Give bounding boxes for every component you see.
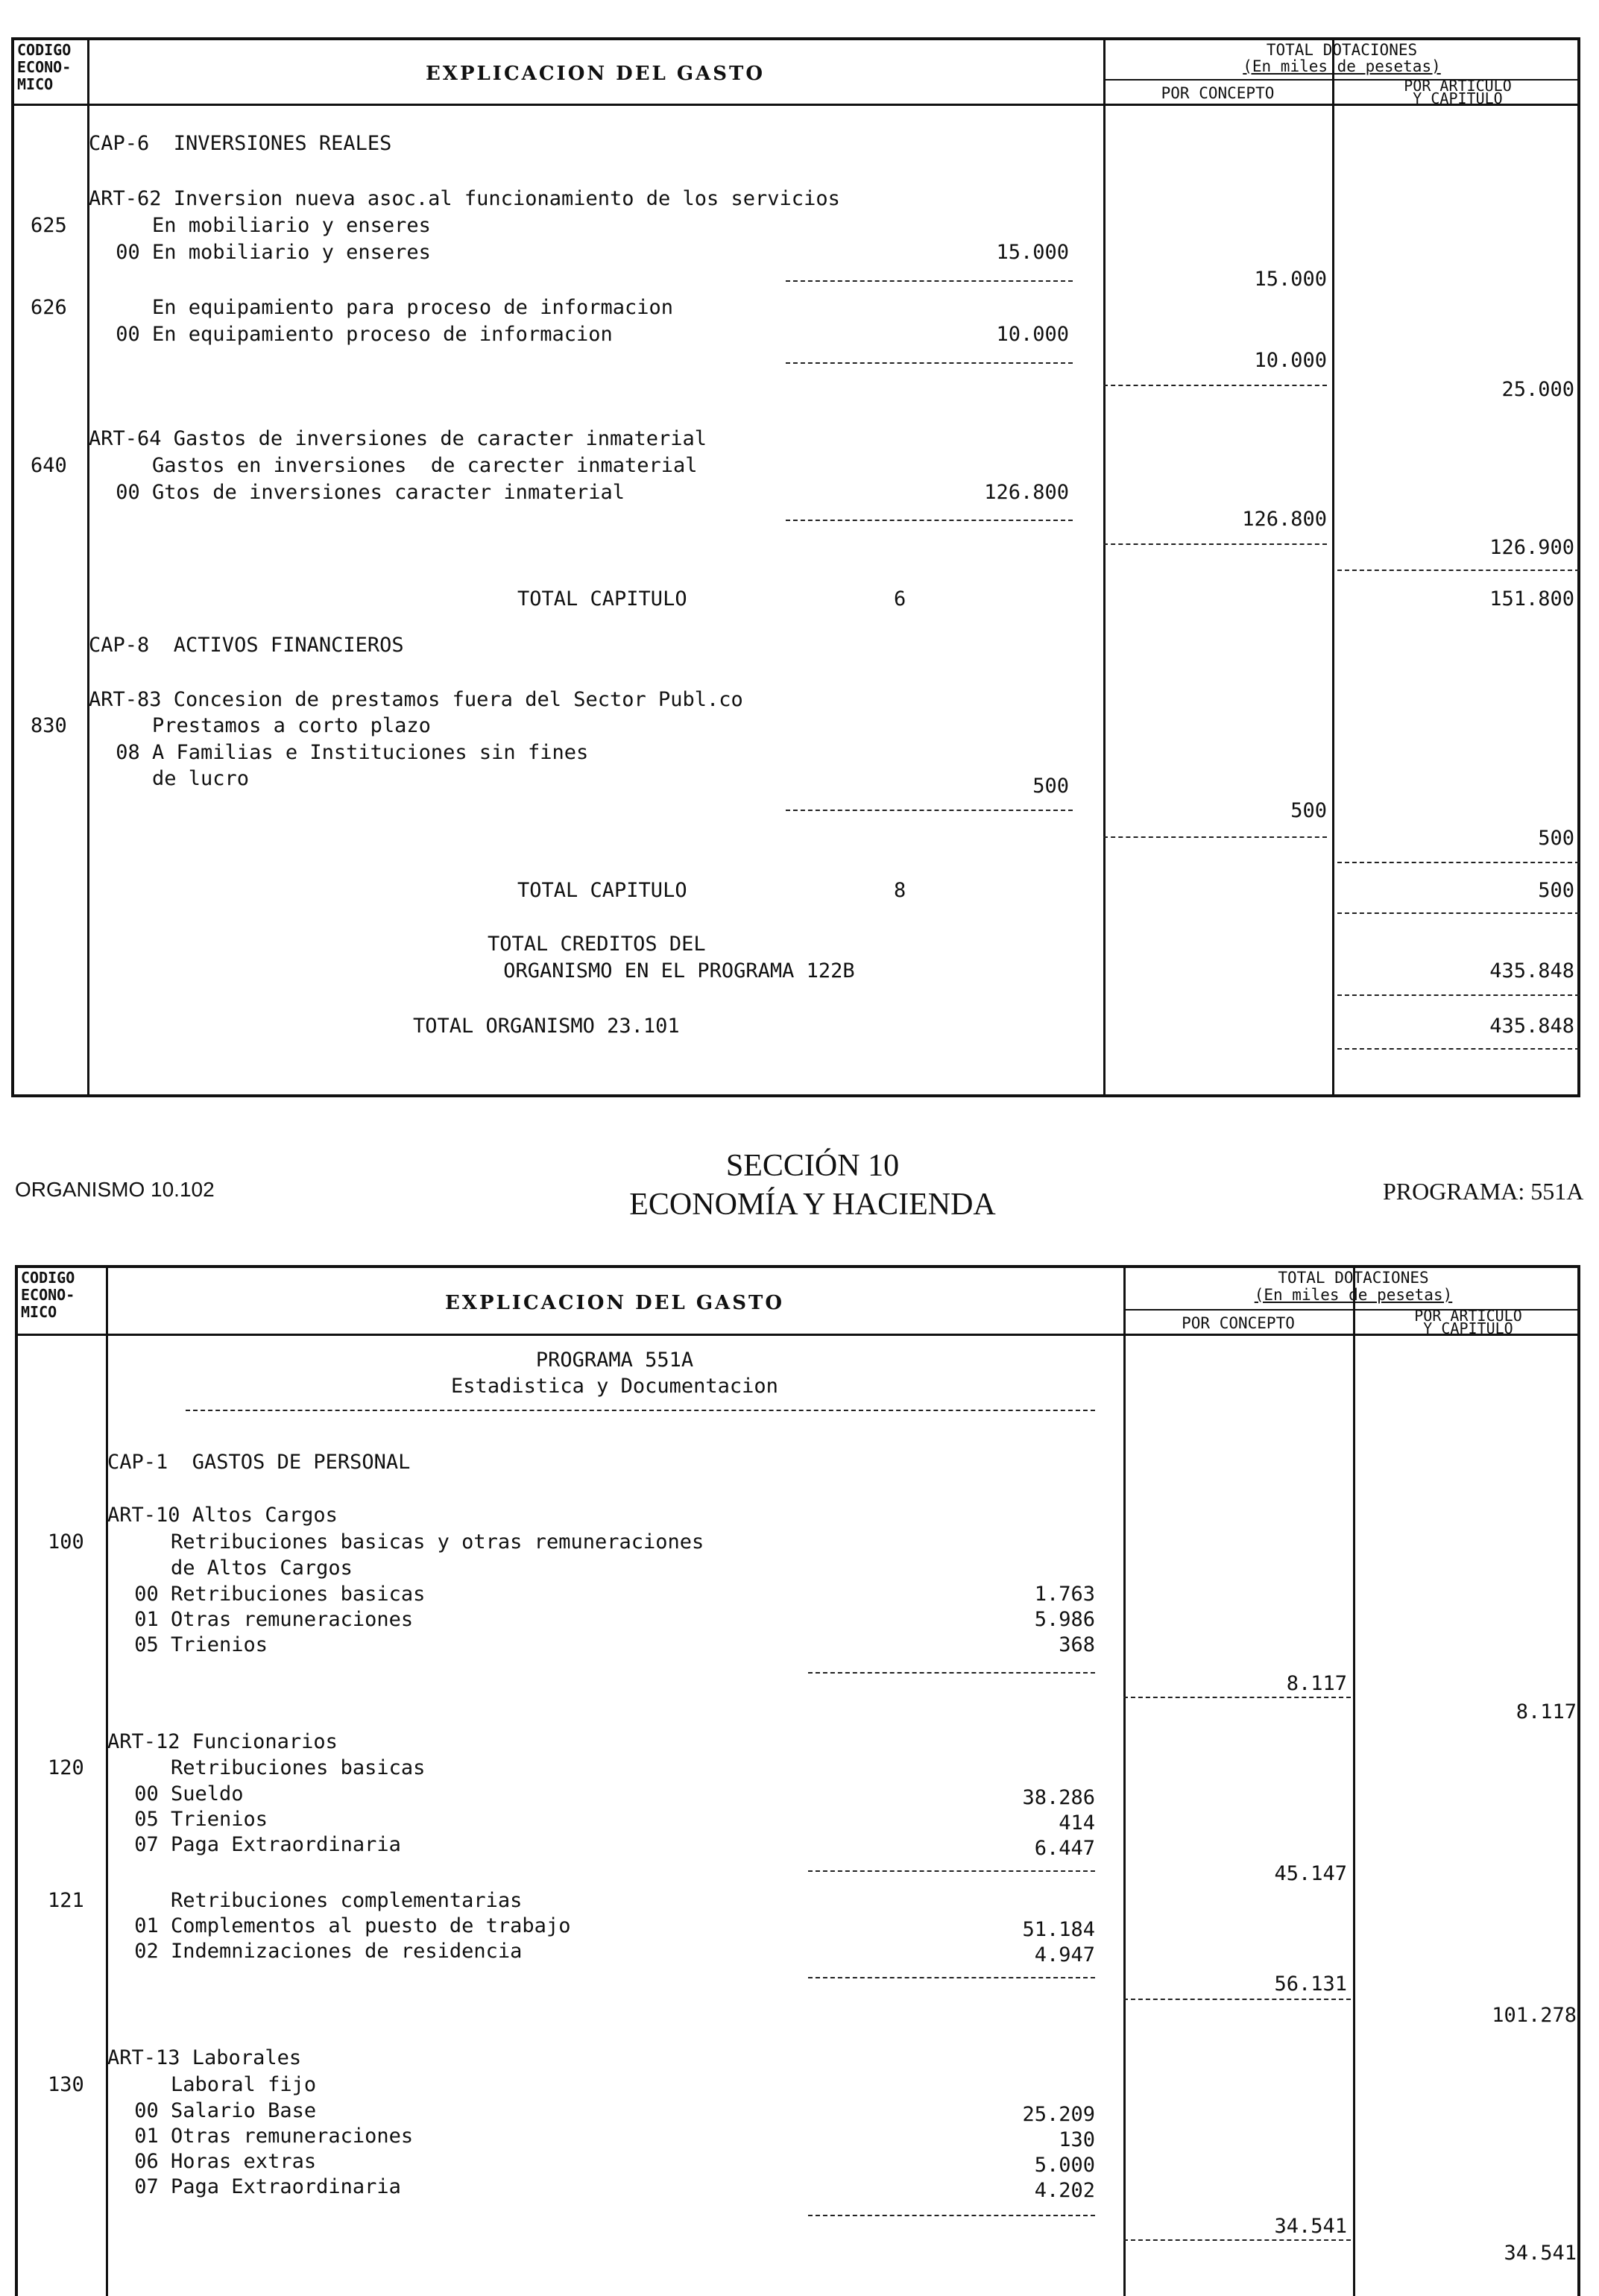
concept-line: Prestamos a corto plazo xyxy=(104,714,431,737)
ministerio-title: ECONOMÍA Y HACIENDA xyxy=(629,1188,996,1222)
program-subtitle: Estadistica y Documentacion xyxy=(451,1375,778,1398)
code-header xyxy=(17,42,86,93)
article-heading: ART-64 Gastos de inversiones de caracter inmaterial xyxy=(89,427,707,450)
budget-table-top xyxy=(11,37,1580,1097)
por-articulo-line: POR ARTICULO xyxy=(1404,77,1512,95)
concept-line: En mobiliario y enseres xyxy=(104,214,431,237)
code-header-line: CODIGO xyxy=(21,1269,75,1287)
subconcept-line: 08 A Familias e Instituciones sin fines xyxy=(104,741,589,764)
subconcept-line: 05 Trienios xyxy=(122,1633,268,1656)
article-amount: 34.541 xyxy=(1504,2242,1577,2265)
organismo-label: ORGANISMO 10.102 xyxy=(15,1178,215,1201)
dashed-rule xyxy=(808,1672,1095,1674)
dashed-rule xyxy=(1103,385,1327,386)
chapter-total-amount: 151.800 xyxy=(1489,587,1574,611)
seccion-title: SECCIÓN 10 xyxy=(725,1149,900,1183)
subconcept-line: 00 Sueldo xyxy=(122,1782,244,1805)
article-heading: ART-83 Concesion de prestamos fuera del Sector Publ.co xyxy=(89,688,743,711)
code-header-line: CODIGO xyxy=(17,41,72,59)
dashed-rule xyxy=(808,1977,1095,1978)
total-chapter-label: TOTAL CAPITULO xyxy=(517,587,687,611)
total-chapter-label: TOTAL CAPITULO xyxy=(517,879,687,902)
total-creditos-label: TOTAL CREDITOS DEL xyxy=(488,933,706,956)
total-organismo-amount: 435.848 xyxy=(1489,1015,1574,1038)
units-header: (En miles de pesetas) xyxy=(1254,1286,1453,1304)
subconcept-amount: 4.947 xyxy=(1034,1943,1095,1967)
concept-amount: 500 xyxy=(1290,799,1327,822)
dashed-rule xyxy=(186,1410,1095,1411)
por-articulo-line: POR ARTICULO xyxy=(1414,1307,1522,1325)
article-amount: 126.900 xyxy=(1489,536,1574,559)
subconcept-amount: 5.986 xyxy=(1034,1608,1095,1631)
dashed-rule xyxy=(1123,2239,1351,2241)
total-header: TOTAL DOTACIONES xyxy=(1278,1269,1429,1287)
article-heading: ART-62 Inversion nueva asoc.al funcionamiento de los servicios xyxy=(89,187,840,210)
code-header-line: MICO xyxy=(21,1303,57,1321)
economic-code: 120 xyxy=(48,1756,84,1779)
chapter-heading: CAP-8 ACTIVOS FINANCIEROS xyxy=(89,634,404,657)
subconcept-amount: 414 xyxy=(1059,1811,1095,1835)
article-heading: ART-12 Funcionarios xyxy=(107,1730,338,1753)
subconcept-amount: 10.000 xyxy=(996,323,1069,346)
subconcept-line: 06 Horas extras xyxy=(122,2150,317,2173)
subconcept-line: 02 Indemnizaciones de residencia xyxy=(122,1940,523,1963)
y-capitulo-line: Y CAPITULO xyxy=(1423,1319,1513,1337)
dashed-rule xyxy=(1103,543,1327,545)
chapter-heading: CAP-1 GASTOS DE PERSONAL xyxy=(107,1451,411,1474)
y-capitulo-line: Y CAPITULO xyxy=(1413,89,1503,107)
economic-code: 640 xyxy=(31,454,67,477)
total-creditos-label: ORGANISMO EN EL PROGRAMA 122B xyxy=(491,959,855,983)
dashed-rule xyxy=(1337,912,1580,914)
subconcept-amount: 368 xyxy=(1059,1633,1095,1656)
subconcept-amount: 126.800 xyxy=(984,481,1069,504)
economic-code: 626 xyxy=(31,296,67,319)
concept-line: Laboral fijo xyxy=(122,2073,317,2096)
concept-amount: 15.000 xyxy=(1254,268,1327,291)
concept-line: Retribuciones basicas y otras remuneraciones xyxy=(122,1530,704,1554)
subconcept-amount: 6.447 xyxy=(1034,1837,1095,1860)
subconcept-line: 01 Complementos al puesto de trabajo xyxy=(122,1914,571,1937)
column-divider xyxy=(1103,40,1106,1094)
subconcept-line: 00 Gtos de inversiones caracter inmaterial xyxy=(104,481,625,504)
subconcept-amount: 4.202 xyxy=(1034,2179,1095,2202)
por-articulo-header xyxy=(1332,77,1583,107)
subconcept-amount: 1.763 xyxy=(1034,1583,1095,1606)
concept-amount: 126.800 xyxy=(1242,508,1327,531)
subconcept-line: 07 Paga Extraordinaria xyxy=(122,2175,401,2198)
subconcept-line: de lucro xyxy=(104,767,250,790)
explicacion-header: EXPLICACION DEL GASTO xyxy=(444,1292,785,1314)
dashed-rule xyxy=(1337,1048,1580,1050)
economic-code: 625 xyxy=(31,214,67,237)
article-amount: 8.117 xyxy=(1516,1700,1577,1723)
economic-code: 130 xyxy=(48,2073,84,2096)
column-divider xyxy=(1123,1268,1126,2296)
dashed-rule xyxy=(808,2215,1095,2216)
explicacion-header: EXPLICACION DEL GASTO xyxy=(425,63,766,85)
economic-code: 100 xyxy=(48,1530,84,1554)
article-heading: ART-13 Laborales xyxy=(107,2046,302,2069)
dashed-rule xyxy=(786,520,1073,521)
economic-code: 121 xyxy=(48,1889,84,1912)
code-header-line: MICO xyxy=(17,75,54,93)
concept-amount: 34.541 xyxy=(1274,2215,1347,2238)
por-articulo-header xyxy=(1353,1307,1583,1337)
budget-table-bottom xyxy=(15,1265,1580,2296)
subconcept-amount: 51.184 xyxy=(1022,1918,1095,1941)
subconcept-line: 00 Retribuciones basicas xyxy=(122,1583,426,1606)
subconcept-line: 01 Otras remuneraciones xyxy=(122,2125,414,2148)
total-chapter-number: 8 xyxy=(894,879,906,902)
economic-code: 830 xyxy=(31,714,67,737)
dashed-rule xyxy=(1123,1697,1351,1698)
subconcept-line: 00 En equipamiento proceso de informacion xyxy=(104,323,613,346)
column-divider xyxy=(106,1268,108,2296)
code-header xyxy=(21,1270,104,1321)
code-header-line: ECONO- xyxy=(21,1286,75,1304)
subconcept-amount: 130 xyxy=(1059,2128,1095,2151)
concept-line: Retribuciones complementarias xyxy=(122,1889,523,1912)
concept-line: de Altos Cargos xyxy=(122,1557,353,1580)
dashed-rule xyxy=(1337,994,1580,996)
concept-amount: 56.131 xyxy=(1274,1972,1347,1996)
subconcept-line: 05 Trienios xyxy=(122,1808,268,1831)
subconcept-amount: 500 xyxy=(1032,775,1069,798)
total-organismo-label: TOTAL ORGANISMO 23.101 xyxy=(413,1015,680,1038)
dashed-rule xyxy=(1103,836,1327,838)
article-amount: 101.278 xyxy=(1492,2004,1577,2027)
programa-label: PROGRAMA: 551A xyxy=(1383,1178,1584,1205)
concept-amount: 45.147 xyxy=(1274,1862,1347,1885)
concept-line: En equipamiento para proceso de informacion xyxy=(104,296,674,319)
por-concepto-header: POR CONCEPTO xyxy=(1182,1314,1295,1332)
dashed-rule xyxy=(1337,570,1580,571)
subconcept-line: 01 Otras remuneraciones xyxy=(122,1608,414,1631)
chapter-total-amount: 500 xyxy=(1538,879,1574,902)
dashed-rule xyxy=(786,280,1073,282)
dashed-rule xyxy=(808,1870,1095,1872)
dashed-rule xyxy=(786,362,1073,364)
article-amount: 25.000 xyxy=(1501,378,1574,401)
column-divider xyxy=(1332,40,1334,1094)
column-divider xyxy=(1353,1268,1355,2296)
code-header-line: ECONO- xyxy=(17,58,72,76)
subconcept-line: 07 Paga Extraordinaria xyxy=(122,1833,401,1856)
concept-amount: 10.000 xyxy=(1254,349,1327,372)
article-amount: 500 xyxy=(1538,827,1574,850)
subconcept-amount: 25.209 xyxy=(1022,2103,1095,2126)
subconcept-line: 00 Salario Base xyxy=(122,2099,317,2122)
subconcept-amount: 5.000 xyxy=(1034,2154,1095,2177)
subconcept-line: 00 En mobiliario y enseres xyxy=(104,241,431,264)
subconcept-amount: 15.000 xyxy=(996,241,1069,264)
dashed-rule xyxy=(786,810,1073,811)
dashed-rule xyxy=(1123,1999,1351,2000)
total-creditos-amount: 435.848 xyxy=(1489,959,1574,983)
por-concepto-header: POR CONCEPTO xyxy=(1161,84,1275,102)
total-chapter-number: 6 xyxy=(894,587,906,611)
chapter-heading: CAP-6 INVERSIONES REALES xyxy=(89,132,392,155)
concept-line: Retribuciones basicas xyxy=(122,1756,426,1779)
article-heading: ART-10 Altos Cargos xyxy=(107,1504,338,1527)
concept-line: Gastos en inversiones de carecter inmaterial xyxy=(104,454,698,477)
subconcept-amount: 38.286 xyxy=(1022,1786,1095,1809)
units-header: (En miles de pesetas) xyxy=(1243,57,1441,75)
total-header: TOTAL DOTACIONES xyxy=(1266,41,1418,59)
dashed-rule xyxy=(1337,862,1580,863)
header-divider xyxy=(18,1334,1577,1336)
concept-amount: 8.117 xyxy=(1286,1672,1347,1695)
program-title: PROGRAMA 551A xyxy=(535,1349,694,1372)
